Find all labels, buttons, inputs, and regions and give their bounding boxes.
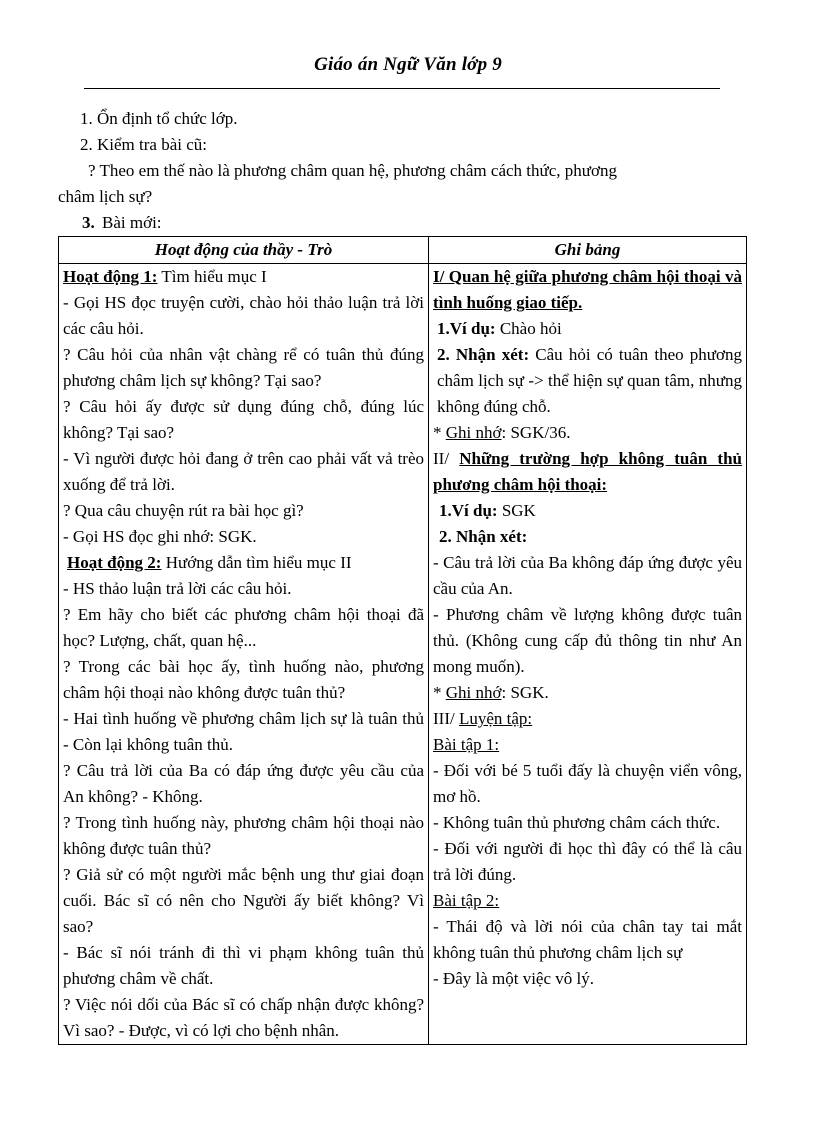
memo-2: [433, 680, 742, 706]
activity-1-label: Hoạt động 1:: [63, 267, 158, 286]
list-item: ? Trong tình huống này, phương châm hội thoại nào không được tuân thủ?: [63, 813, 424, 858]
list-item: - Câu trả lời của Ba không đáp ứng được yêu cầu của An.: [433, 553, 742, 598]
list-item: ? Việc nói dối của Bác sĩ có chấp nhận được không? Vì sao? - Được, vì có lợi cho bệnh nhân.: [63, 995, 424, 1040]
section-2-number: II/: [433, 449, 460, 468]
lesson-intro: [58, 106, 748, 236]
list-item: - Hai tình huống về phương châm lịch sự là tuân thủ - Còn lại không tuân thủ.: [63, 709, 424, 754]
section-2-heading: Những trường hợp không tuân thủ phương châm hội thoại:: [433, 449, 743, 494]
intro-item-3-text: Bài mới:: [102, 213, 162, 232]
table-header-row: [59, 237, 747, 264]
table-row: [59, 264, 747, 1045]
example-1-label: 1.Ví dụ:: [437, 319, 496, 338]
example-2-text: SGK: [497, 501, 536, 520]
column-header-activities: Hoạt động của thầy - Trò: [59, 237, 429, 264]
example-1: [433, 316, 742, 342]
list-item: ? Giả sử có một người mắc bệnh ung thư giai đoạn cuối. Bác sĩ có nên cho Người ấy biết không? Vì sao?: [63, 865, 424, 936]
intro-question: ? Theo em thế nào là phương châm quan hệ, phương châm cách thức, phương: [88, 161, 617, 180]
list-item: - HS thảo luận trả lời các câu hỏi.: [63, 579, 292, 598]
activity-1-text: Tìm hiểu mục I: [157, 267, 267, 286]
exercise-1-title: Bài tập 1:: [433, 735, 500, 754]
activity-2-text: Hướng dẫn tìm hiểu mục II: [161, 553, 352, 572]
list-item: - Đây là một việc vô lý.: [433, 969, 594, 988]
list-item: - Đối với người đi học thì đây có thể là câu trả lời đúng.: [433, 839, 742, 884]
lesson-table: [58, 236, 747, 1045]
list-item: ? Câu trả lời của Ba có đáp ứng được yêu cầu của An không? - Không.: [63, 761, 424, 806]
list-item: - Gọi HS đọc ghi nhớ: SGK.: [63, 527, 257, 546]
activity-2-heading: [63, 550, 424, 576]
section-3-title: [433, 706, 742, 732]
list-item: ? Qua câu chuyện rút ra bài học gì?: [63, 501, 304, 520]
list-item: - Vì người được hỏi đang ở trên cao phải vất vả trèo xuống để trả lời.: [63, 449, 424, 494]
list-item: ? Câu hỏi ấy được sử dụng đúng chỗ, đúng lúc không? Tại sao?: [63, 397, 424, 442]
board-notes-cell: [429, 264, 747, 1045]
intro-question-cont: châm lịch sự?: [58, 187, 153, 206]
list-item: - Gọi HS đọc truyện cười, chào hỏi thảo luận trả lời các câu hỏi.: [63, 293, 424, 338]
list-item: ? Trong các bài học ấy, tình huống nào, phương châm hội thoại nào không được tuân thủ?: [63, 657, 424, 702]
list-item: - Đối với bé 5 tuổi đấy là chuyện viển vông, mơ hồ.: [433, 761, 742, 806]
exercise-2-title: Bài tập 2:: [433, 891, 500, 910]
document-header-title: Giáo án Ngữ Văn lớp 9: [314, 54, 502, 75]
memo-1-text: : SGK/36.: [501, 423, 571, 442]
list-item: - Thái độ và lời nói của chân tay tai mắt không tuân thủ phương châm lịch sự: [433, 917, 742, 962]
section-2-title: [433, 446, 742, 498]
activities-cell: [59, 264, 429, 1045]
remark-1: [433, 342, 742, 420]
section-3-heading: Luyện tập:: [458, 709, 533, 728]
example-2-label: 1.Ví dụ:: [439, 501, 498, 520]
intro-item-3-number: 3.: [82, 213, 95, 232]
remark-2-label: 2. Nhận xét:: [439, 527, 528, 546]
example-1-text: Chào hỏi: [495, 319, 562, 338]
section-3-number: III/: [433, 709, 459, 728]
list-item: - Bác sĩ nói tránh đi thì vi phạm không tuân thủ phương châm về chất.: [63, 943, 424, 988]
remark-1-label: 2. Nhận xét:: [437, 345, 530, 364]
activity-1-heading: [63, 264, 424, 290]
column-header-board-notes: Ghi bảng: [429, 237, 747, 264]
memo-2-star: *: [433, 683, 446, 702]
memo-1: [433, 420, 742, 446]
example-2: [433, 498, 742, 524]
memo-1-star: *: [433, 423, 446, 442]
list-item: ? Em hãy cho biết các phương châm hội thoại đã học? Lượng, chất, quan hệ...: [63, 605, 424, 650]
activity-2-label: Hoạt động 2:: [67, 553, 162, 572]
intro-item-3: [58, 210, 748, 236]
list-item: ? Câu hỏi của nhân vật chàng rể có tuân thủ đúng phương châm lịch sự không? Tại sao?: [63, 345, 424, 390]
list-item: - Không tuân thủ phương châm cách thức.: [433, 813, 721, 832]
memo-1-label: Ghi nhớ: [445, 423, 502, 442]
list-item: - Phương châm về lượng không được tuân thủ. (Không cung cấp đủ thông tin như An mong muốn).: [433, 605, 742, 676]
intro-item-2: 2. Kiểm tra bài cũ:: [80, 135, 207, 154]
intro-item-1: 1. Ổn định tổ chức lớp.: [80, 109, 238, 128]
header-divider: [84, 88, 720, 89]
section-1-title: I/ Quan hệ giữa phương châm hội thoại và tình huống giao tiếp.: [433, 267, 742, 312]
memo-2-text: : SGK.: [501, 683, 549, 702]
memo-2-label: Ghi nhớ: [445, 683, 502, 702]
remark-1-text: Câu hỏi có tuân theo phương châm lịch sự -> thể hiện sự quan tâm, nhưng không đúng chỗ.: [437, 345, 742, 416]
